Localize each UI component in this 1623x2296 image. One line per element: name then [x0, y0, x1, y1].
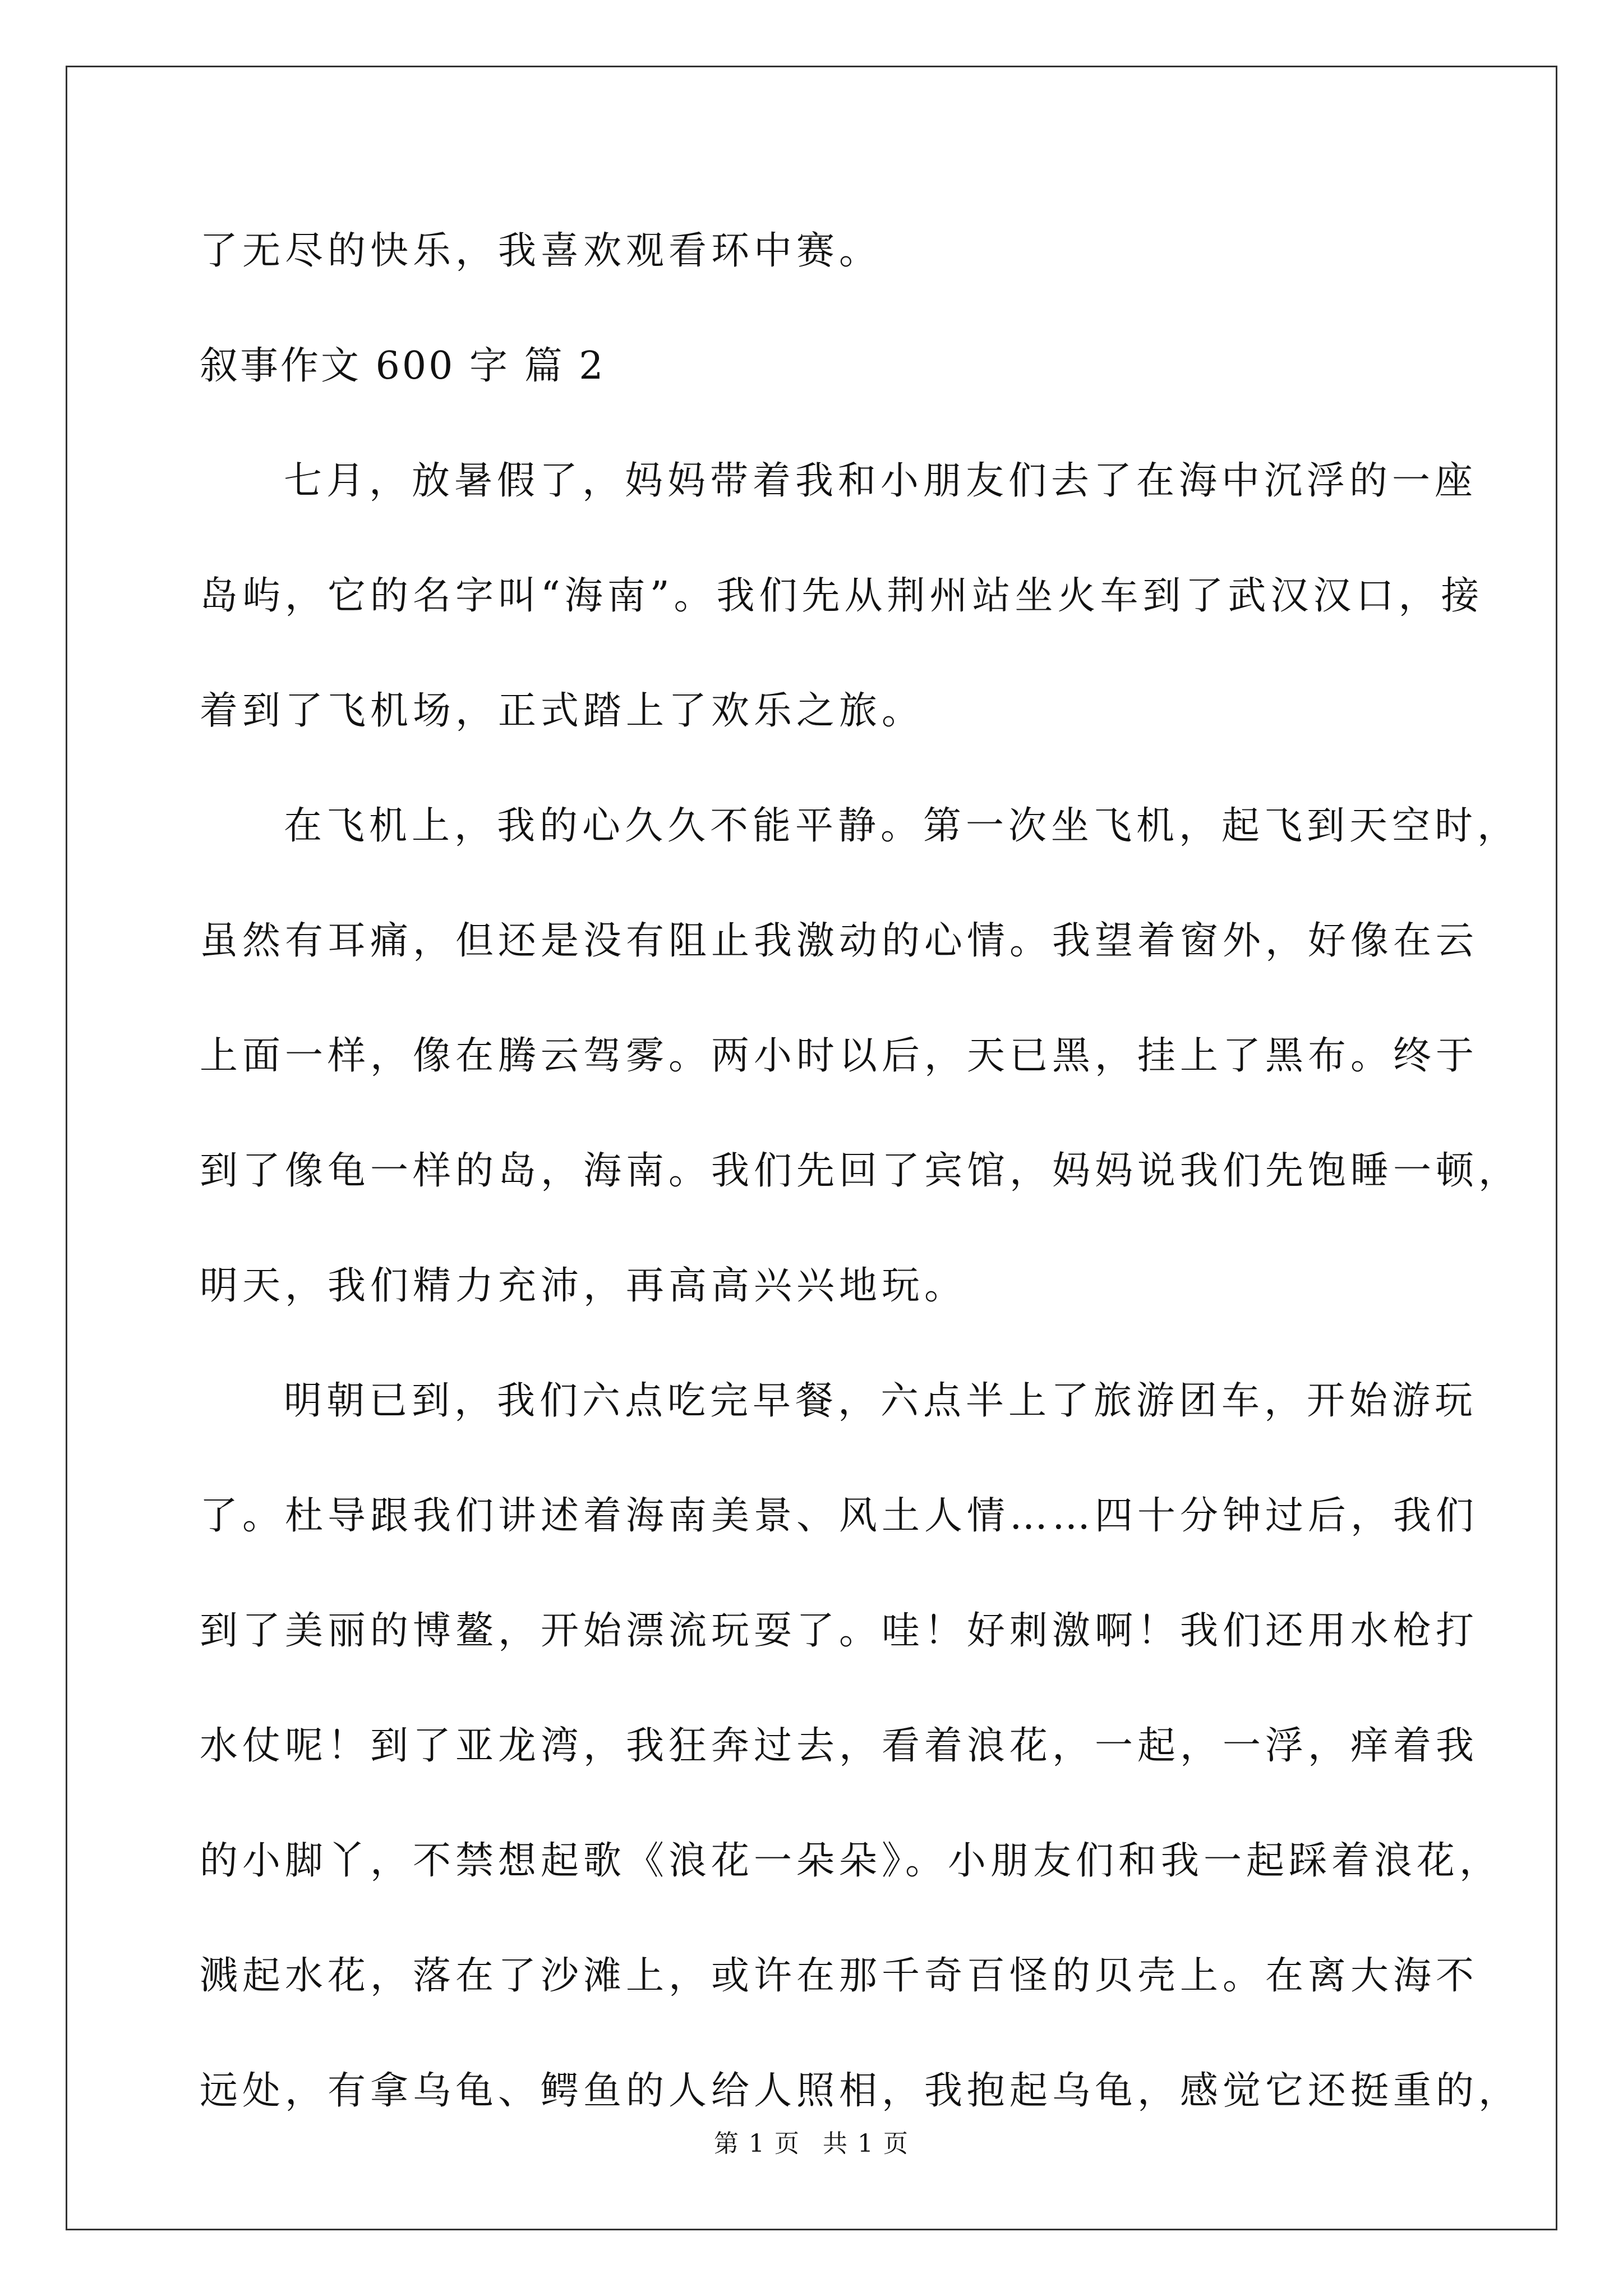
text-line: 到了美丽的博鳌，开始漂流玩耍了。哇！好刺激啊！我们还用水枪打	[200, 1609, 1479, 1653]
section-heading: 叙事作文 600 字 篇 2	[200, 344, 606, 388]
paragraph-start-line: 七月，放暑假了，妈妈带着我和小朋友们去了在海中沉浮的一座	[284, 459, 1478, 503]
document-body	[200, 194, 1521, 2148]
text-line: 到了像龟一样的岛，海南。我们先回了宾馆，妈妈说我们先饱睡一顿，	[200, 1149, 1521, 1193]
text-line: 的小脚丫，不禁想起歌《浪花一朵朵》。小朋友们和我一起踩着浪花，	[200, 1839, 1502, 1883]
text-line: 岛屿，它的名字叫“海南”。我们先从荆州站坐火车到了武汉汉口，接	[200, 574, 1484, 618]
text-line: 了无尽的快乐，我喜欢观看环中赛。	[200, 229, 882, 273]
page-number: 第 1 页	[714, 2129, 800, 2158]
text-line: 了。杜导跟我们讲述着海南美景、风土人情……四十分钟过后，我们	[200, 1494, 1479, 1538]
text-line: 虽然有耳痛，但还是没有阻止我激动的心情。我望着窗外，好像在云	[200, 919, 1479, 963]
paragraph-start-line: 在飞机上，我的心久久不能平静。第一次坐飞机，起飞到天空时，	[284, 804, 1520, 848]
page-footer	[0, 2123, 1623, 2159]
text-line: 明天，我们精力充沛，再高高兴兴地玩。	[200, 1264, 967, 1308]
paragraph-start-line: 明朝已到，我们六点吃完早餐，六点半上了旅游团车，开始游玩	[284, 1379, 1478, 1423]
text-line: 上面一样，像在腾云驾雾。两小时以后，天已黑，挂上了黑布。终于	[200, 1034, 1479, 1078]
text-line: 溅起水花，落在了沙滩上，或许在那千奇百怪的贝壳上。在离大海不	[200, 1954, 1479, 1998]
page-total: 共 1 页	[823, 2129, 909, 2158]
text-line: 远处，有拿乌龟、鳄鱼的人给人照相，我抱起乌龟，感觉它还挺重的，	[200, 2069, 1521, 2113]
text-line: 水仗呢！到了亚龙湾，我狂奔过去，看着浪花，一起，一浮，痒着我	[200, 1724, 1479, 1768]
text-line: 着到了飞机场，正式踏上了欢乐之旅。	[200, 689, 925, 733]
